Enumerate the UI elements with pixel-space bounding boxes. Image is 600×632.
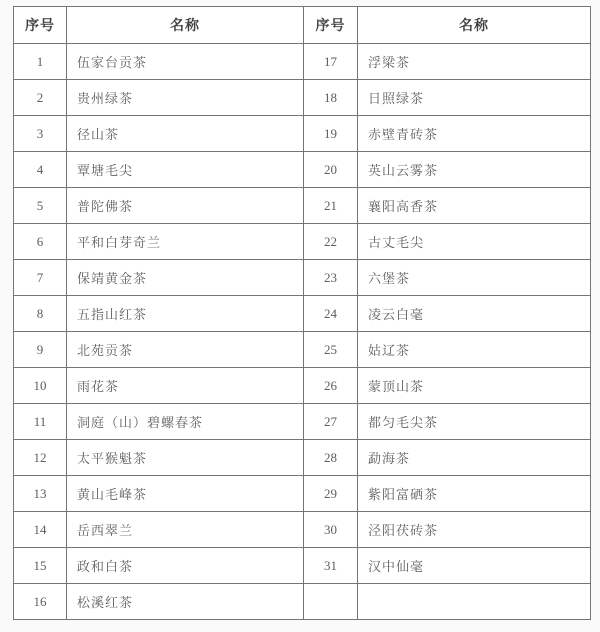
table-row [14,548,591,584]
serial-number-right: 19 [304,116,358,152]
table-header-row [14,7,591,44]
tea-name-left: 覃塘毛尖 [67,152,304,188]
serial-number-right: 28 [304,440,358,476]
serial-number-right: 22 [304,224,358,260]
serial-number-left: 2 [14,80,67,116]
tea-name-right: 紫阳富硒茶 [358,476,591,512]
table-row [14,440,591,476]
serial-number-left: 7 [14,260,67,296]
serial-number-right [304,584,358,620]
tea-name-right: 古丈毛尖 [358,224,591,260]
serial-number-left: 8 [14,296,67,332]
tea-name-left: 政和白茶 [67,548,304,584]
serial-number-right: 26 [304,368,358,404]
table-row [14,80,591,116]
serial-number-right: 20 [304,152,358,188]
serial-number-left: 16 [14,584,67,620]
serial-number-right: 29 [304,476,358,512]
tea-name-right: 英山云雾茶 [358,152,591,188]
header-serial-left: 序号 [14,7,67,44]
serial-number-left: 15 [14,548,67,584]
tea-name-left: 洞庭（山）碧螺春茶 [67,404,304,440]
serial-number-right: 30 [304,512,358,548]
tea-name-left: 保靖黄金茶 [67,260,304,296]
table-row [14,152,591,188]
tea-name-left: 太平猴魁茶 [67,440,304,476]
tea-name-left: 伍家台贡茶 [67,44,304,80]
serial-number-left: 6 [14,224,67,260]
serial-number-left: 3 [14,116,67,152]
tea-name-left: 松溪红茶 [67,584,304,620]
table-row [14,224,591,260]
tea-name-right: 六堡茶 [358,260,591,296]
tea-name-left: 平和白芽奇兰 [67,224,304,260]
tea-name-right: 蒙顶山茶 [358,368,591,404]
serial-number-right: 25 [304,332,358,368]
serial-number-left: 11 [14,404,67,440]
header-serial-right: 序号 [304,7,358,44]
tea-name-right: 都匀毛尖茶 [358,404,591,440]
tea-name-right: 凌云白毫 [358,296,591,332]
serial-number-right: 31 [304,548,358,584]
tea-name-left: 黄山毛峰茶 [67,476,304,512]
tea-name-left: 贵州绿茶 [67,80,304,116]
header-name-left: 名称 [67,7,304,44]
serial-number-left: 4 [14,152,67,188]
serial-number-left: 9 [14,332,67,368]
serial-number-right: 21 [304,188,358,224]
tea-name-left: 径山茶 [67,116,304,152]
tea-name-right: 日照绿茶 [358,80,591,116]
tea-name-right: 姑辽茶 [358,332,591,368]
table-row [14,44,591,80]
tea-name-left: 普陀佛茶 [67,188,304,224]
tea-name-left: 雨花茶 [67,368,304,404]
tea-name-right: 赤壁青砖茶 [358,116,591,152]
serial-number-left: 13 [14,476,67,512]
tea-name-right: 汉中仙毫 [358,548,591,584]
tea-name-right: 襄阳高香茶 [358,188,591,224]
serial-number-right: 24 [304,296,358,332]
tea-name-left: 北苑贡茶 [67,332,304,368]
serial-number-left: 1 [14,44,67,80]
table-row [14,476,591,512]
serial-number-right: 17 [304,44,358,80]
tea-names-table [13,6,591,620]
table-row [14,512,591,548]
serial-number-left: 10 [14,368,67,404]
serial-number-left: 14 [14,512,67,548]
serial-number-left: 5 [14,188,67,224]
serial-number-right: 27 [304,404,358,440]
tea-name-right [358,584,591,620]
tea-name-left: 岳西翠兰 [67,512,304,548]
tea-name-right: 勐海茶 [358,440,591,476]
serial-number-left: 12 [14,440,67,476]
table-row [14,368,591,404]
tea-name-left: 五指山红茶 [67,296,304,332]
table-row [14,584,591,620]
table-row [14,116,591,152]
tea-name-right: 浮梁茶 [358,44,591,80]
header-name-right: 名称 [358,7,591,44]
table-row [14,404,591,440]
serial-number-right: 18 [304,80,358,116]
table-row [14,296,591,332]
table-row [14,188,591,224]
table-row [14,260,591,296]
table-row [14,332,591,368]
serial-number-right: 23 [304,260,358,296]
tea-name-right: 泾阳茯砖茶 [358,512,591,548]
